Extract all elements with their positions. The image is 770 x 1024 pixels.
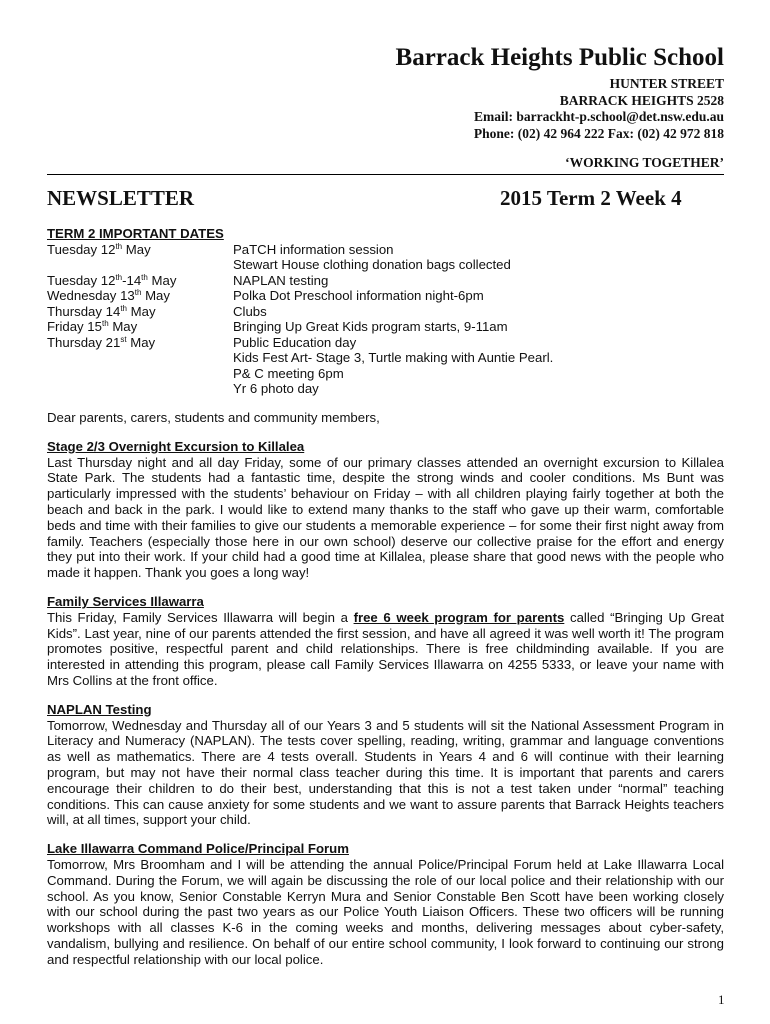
date-row [47, 242, 727, 258]
date-row [47, 366, 727, 382]
address-suburb: BARRACK HEIGHTS 2528 [559, 93, 724, 108]
section-family-services [47, 594, 724, 689]
term-week-title: 2015 Term 2 Week 4 [500, 186, 682, 210]
section-heading: Lake Illawarra Command Police/Principal Forum [47, 841, 349, 857]
section-heading: Family Services Illawarra [47, 593, 204, 609]
section-heading: Stage 2/3 Overnight Excursion to Killalea [47, 438, 305, 454]
date-cell [47, 366, 233, 382]
event-cell: NAPLAN testing [233, 272, 329, 288]
newsletter-body [47, 410, 724, 968]
date-row [47, 304, 727, 320]
important-dates [47, 226, 727, 397]
date-row [47, 273, 727, 289]
date-row [47, 288, 727, 304]
header-divider [47, 174, 724, 175]
event-cell: PaTCH information session [233, 241, 394, 257]
event-cell: Yr 6 photo day [233, 381, 319, 396]
school-phone-fax: Phone: (02) 42 964 222 Fax: (02) 42 972 818 [473, 126, 724, 141]
date-cell [47, 381, 233, 397]
section-excursion [47, 439, 724, 581]
date-cell [47, 257, 233, 273]
event-cell: Stewart House clothing donation bags collected [233, 257, 511, 272]
section-naplan [47, 702, 724, 828]
date-row [47, 257, 727, 273]
date-row [47, 319, 727, 335]
section-body: This Friday, Family Services Illawarra will begin a free 6 week program for parents called “Bringing Up Great Kids”. Last year, nine of our parents attended the first session, and have all agreed it was well worth it! The program promotes positive, respectful parent and child relationships. There is free childminding available. If you are interested in attending this program, please call Family Services Illawarra on 4255 5333, or leave your name with Mrs Collins at the front office. [47, 609, 724, 688]
address-street: HUNTER STREET [609, 76, 724, 91]
event-cell: Bringing Up Great Kids program starts, 9-11am [233, 319, 508, 334]
section-body: Tomorrow, Wednesday and Thursday all of our Years 3 and 5 students will sit the National Assessment Program in Literacy and Numeracy (NAPLAN). The tests cover spelling, reading, writing, grammar and language conventions as well as mathematics. There are 4 tests overall. Students in Years 4 and 6 will continue with their learning program, but may not have their normal class teacher during this time. It is important that parents and carers encourage their children to do their best, understanding that this is not a test taken under “normal” teaching conditions. This can cause anxiety for some students and we want to assure parents that Barrack Heights teachers will, at all times, support your child. [47, 717, 724, 828]
date-cell: Thursday 21st May [47, 334, 156, 350]
date-cell: Tuesday 12th-14th May [47, 272, 177, 288]
program-highlight: free 6 week program for parents [353, 609, 565, 625]
page-number: 1 [718, 992, 725, 1007]
school-motto: ‘WORKING TOGETHER’ [565, 155, 724, 170]
date-cell: Friday 15th May [47, 319, 138, 334]
greeting: Dear parents, carers, students and community members, [47, 410, 380, 425]
date-row [47, 350, 727, 366]
event-cell: Public Education day [233, 334, 357, 350]
date-cell [47, 350, 233, 366]
section-body: Last Thursday night and all day Friday, some of our primary classes attended an overnight excursion to Killalea State Park. The students had a fantastic time, despite the strong winds and cooler conditions. Ms Bunt was particularly impressed with the students’ behaviour on Friday – with all children playing fairly together at both the beach and back in the park. I would like to extend many thanks to the staff who gave up their warm, comfortable beds and time with their families to give our students a memorable experience – for some their first night away from family. Teachers (especially those here in our own school) deserve our collective praise for the effort and energy they put into their work. If your child had a good time at Killalea, please share that good news with the people who made it happen. Thank you goes a long way! [47, 454, 724, 581]
section-police-forum [47, 841, 724, 967]
important-dates-heading: TERM 2 IMPORTANT DATES [47, 226, 224, 241]
event-cell: Kids Fest Art- Stage 3, Turtle making with Auntie Pearl. [233, 350, 554, 365]
newsletter-title: NEWSLETTER [47, 186, 195, 210]
school-name: Barrack Heights Public School [395, 44, 724, 71]
date-cell: Tuesday 12th May [47, 241, 151, 257]
school-email: Email: barrackht-p.school@det.nsw.edu.au [474, 109, 724, 124]
event-cell: Clubs [233, 303, 267, 319]
event-cell: Polka Dot Preschool information night-6pm [233, 288, 484, 303]
date-row [47, 335, 727, 351]
date-cell: Wednesday 13th May [47, 288, 170, 303]
date-cell: Thursday 14th May [47, 303, 156, 319]
section-body: Tomorrow, Mrs Broomham and I will be attending the annual Police/Principal Forum held at Lake Illawarra Local Command. During the Forum, we will again be discussing the role of our local police and their relationship with our school. As you know, Senior Constable Kerryn Mura and Senior Constable Ben Scott have been working closely with our school during the past two years as our Police Youth Liaison Officers. These two officers will be running workshops with all classes K-6 in the coming weeks and months, delivering messages about cyber-safety, vandalism, bullying and resilience. On behalf of our entire school community, I look forward to continuing our strong and respectful relationship with our local police. [47, 856, 724, 967]
date-row [47, 381, 727, 397]
section-heading: NAPLAN Testing [47, 701, 152, 717]
event-cell: P& C meeting 6pm [233, 365, 344, 381]
